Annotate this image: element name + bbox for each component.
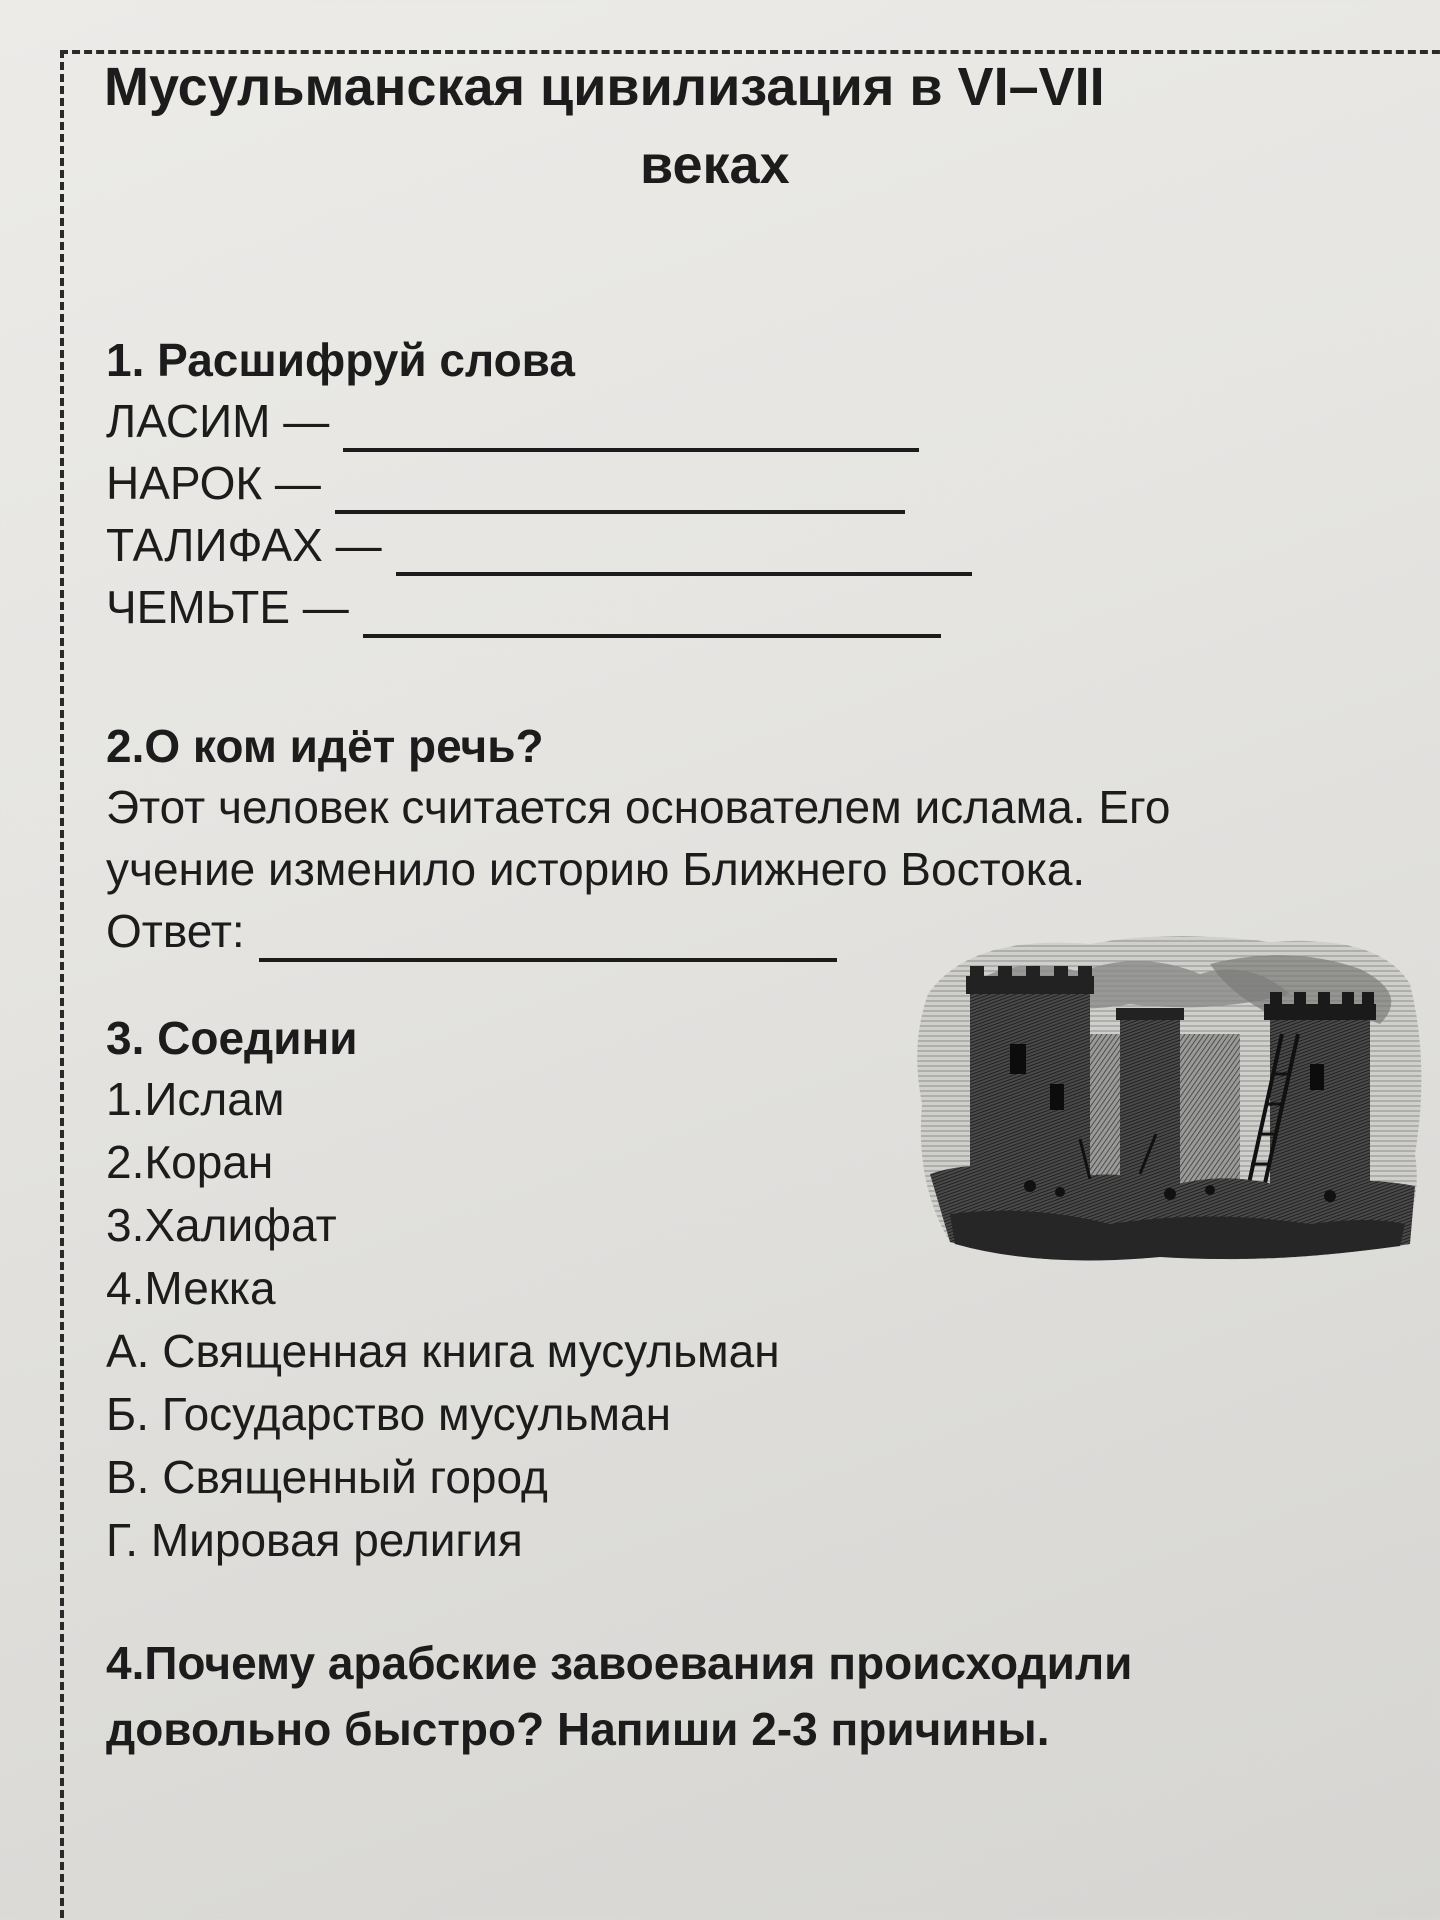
task-1 [106, 330, 972, 638]
match-item: 3.Халифат [106, 1199, 337, 1251]
title-line-1: Мусульманская цивилизация в VI–VII [104, 57, 1105, 117]
task-2-heading: 2.О ком идёт речь? [106, 720, 544, 772]
match-definition: А. Священная книга мусульман [106, 1325, 780, 1377]
fortress-engraving-image [910, 924, 1430, 1274]
match-item: 2.Коран [106, 1136, 274, 1188]
task-1-heading: 1. Расшифруй слова [106, 334, 575, 386]
task-2-text-line-2: учение изменило историю Ближнего Востока. [106, 843, 1086, 895]
task-1-item [106, 452, 972, 514]
answer-blank[interactable] [335, 474, 905, 514]
answer-blank[interactable] [259, 922, 837, 962]
match-definition: Г. Мировая религия [106, 1514, 523, 1566]
task-3 [106, 1008, 780, 1572]
scrambled-word: НАРОК — [106, 457, 321, 509]
task-1-item [106, 576, 972, 638]
scrambled-word: ТАЛИФАХ — [106, 519, 382, 571]
scrambled-word: ЛАСИМ — [106, 395, 330, 447]
worksheet-title [50, 48, 1440, 204]
task-3-heading: 3. Соедини [106, 1012, 358, 1064]
task-4 [106, 1630, 1132, 1762]
title-line-2: веках [640, 135, 790, 195]
answer-label: Ответ: [106, 905, 245, 957]
task-2-text-line-1: Этот человек считается основателем ислама. Его [106, 781, 1171, 833]
task-4-question-line-1: 4.Почему арабские завоевания происходили [106, 1637, 1133, 1689]
match-item: 1.Ислам [106, 1073, 285, 1125]
scrambled-word: ЧЕМЬТЕ — [106, 581, 349, 633]
task-1-item [106, 514, 972, 576]
match-definition: Б. Государство мусульман [106, 1388, 672, 1440]
answer-blank[interactable] [396, 536, 972, 576]
task-1-item [106, 390, 972, 452]
match-definition: В. Священный город [106, 1451, 548, 1503]
answer-blank[interactable] [343, 412, 919, 452]
task-4-question-line-2: довольно быстро? Напиши 2-3 причины. [106, 1703, 1050, 1755]
match-item: 4.Мекка [106, 1262, 276, 1314]
answer-blank[interactable] [363, 598, 941, 638]
